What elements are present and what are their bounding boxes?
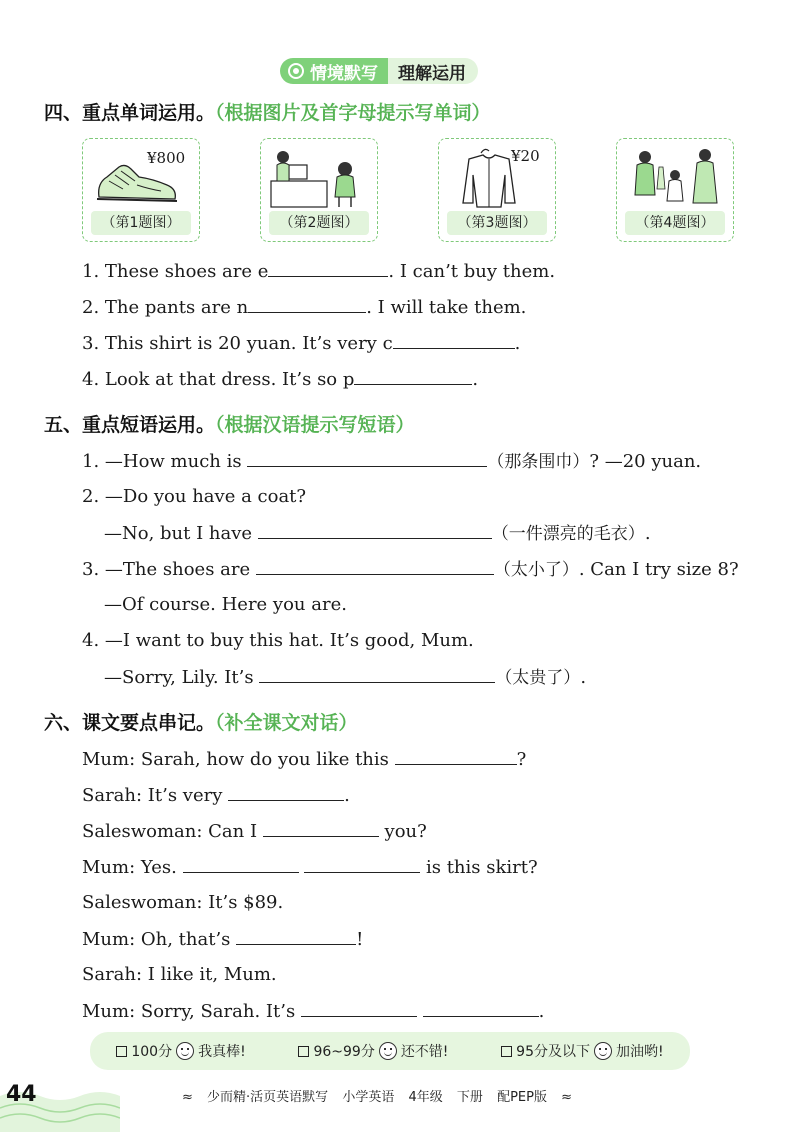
line-text: —Of course. Here you are. [104, 594, 347, 615]
checkbox[interactable] [501, 1046, 512, 1057]
line-text: Sarah: It’s very [82, 785, 229, 806]
line-text: . [644, 523, 651, 544]
answer-blank[interactable] [183, 854, 299, 873]
score-label: 96~99分 [313, 1044, 375, 1060]
line-text: —No, but I have [104, 523, 258, 544]
answer-blank[interactable] [247, 448, 487, 467]
score-comment: 我真棒! [198, 1044, 246, 1060]
answer-blank[interactable] [268, 258, 388, 277]
chinese-hint: （太贵了） [495, 668, 581, 688]
footer-edition: 配PEP版 [497, 1090, 547, 1105]
dialogue-line-3 [82, 818, 427, 844]
footer-series: 少而精·活页英语默写 [207, 1090, 329, 1105]
tag-right-text: 理解运用 [398, 63, 466, 84]
line-text: . [538, 1001, 545, 1022]
line-text: is this skirt? [420, 857, 538, 878]
section4-title: 四、重点单词运用。 [44, 102, 216, 124]
answer-blank[interactable] [304, 854, 420, 873]
line-text: Mum: Sorry, Sarah. It’s [82, 1001, 301, 1022]
line-text: you? [378, 821, 427, 842]
picture-card-4 [616, 138, 734, 242]
line-text: . [344, 785, 350, 806]
family-shopping-icon [623, 145, 727, 209]
section6-hint: （补全课文对话） [215, 712, 358, 734]
score-comment: 还不错! [400, 1044, 449, 1060]
item-text: . I can’t buy them. [388, 261, 556, 282]
item-text: . [514, 333, 521, 354]
line-text: 1. —How much is [82, 451, 248, 472]
line-text: Saleswoman: Can I [82, 821, 263, 842]
section5-line-4 [82, 556, 739, 582]
dialogue-line-2 [82, 782, 350, 808]
card3-caption: （第3题图） [447, 211, 547, 235]
footer-info [182, 1086, 582, 1105]
answer-blank[interactable] [228, 782, 344, 801]
line-text: 4. —I want to buy this hat. It’s good, Mum. [82, 630, 474, 651]
section-tag [280, 56, 478, 86]
line-text: ? —20 yuan. [589, 451, 702, 472]
dialogue-line-1 [82, 746, 526, 772]
answer-blank[interactable] [393, 330, 515, 349]
dialogue-line-8 [82, 998, 544, 1024]
section5-line-2 [82, 484, 306, 510]
dialogue-line-7 [82, 962, 277, 988]
footer-volume: 下册 [456, 1090, 483, 1105]
section4-item-1 [82, 258, 555, 284]
section5-line-1 [82, 448, 701, 474]
dialogue-line-6 [82, 926, 363, 952]
chinese-hint: （太小了） [493, 560, 579, 580]
section5-heading [44, 410, 415, 437]
section5-line-5 [104, 592, 347, 618]
picture-card-2 [260, 138, 378, 242]
tag-left-text: 情境默写 [310, 63, 378, 84]
line-text: Mum: Sarah, how do you like this [82, 749, 395, 770]
item-text: 3. This shirt is 20 yuan. It’s very c [82, 333, 393, 354]
answer-blank[interactable] [248, 294, 366, 313]
section5-line-7 [104, 664, 586, 690]
picture-card-1 [82, 138, 200, 242]
footer-subject: 小学英语 [342, 1090, 395, 1105]
dialogue-line-4 [82, 854, 538, 880]
item-text: 2. The pants are n [82, 297, 249, 318]
answer-blank[interactable] [263, 818, 379, 837]
wave-mark-icon: ≈ [182, 1090, 193, 1105]
answer-blank[interactable] [256, 556, 494, 575]
card3-price: ¥20 [511, 147, 540, 165]
smiley-face-icon [379, 1042, 397, 1060]
dialogue-line-5 [82, 890, 283, 916]
answer-blank[interactable] [236, 926, 356, 945]
section4-item-3 [82, 330, 520, 356]
line-text: ! [356, 929, 364, 950]
chinese-hint: （一件漂亮的毛衣） [491, 524, 645, 544]
score-option-1 [116, 1041, 245, 1061]
section6-heading [44, 708, 358, 735]
section4-heading [44, 98, 491, 125]
line-text: Sarah: I like it, Mum. [82, 964, 277, 985]
item-text: . [472, 369, 479, 390]
section5-title: 五、重点短语运用。 [44, 414, 216, 436]
line-text: Mum: Yes. [82, 857, 183, 878]
line-text: —Sorry, Lily. It’s [104, 667, 260, 688]
section5-line-3 [104, 520, 651, 546]
item-text: 1. These shoes are e [82, 261, 269, 282]
score-option-3 [501, 1041, 663, 1061]
line-text: ? [516, 749, 527, 770]
checkbox[interactable] [298, 1046, 309, 1057]
section5-line-6 [82, 628, 474, 654]
shop-counter-icon [267, 145, 371, 209]
section4-hint: （根据图片及首字母提示写单词） [215, 102, 491, 124]
wave-mark-icon: ≈ [561, 1090, 573, 1105]
page-number: 44 [6, 1082, 37, 1107]
section5-hint: （根据汉语提示写短语） [215, 414, 415, 436]
card4-caption: （第4题图） [625, 211, 725, 235]
target-icon [288, 63, 304, 79]
card2-caption: （第2题图） [269, 211, 369, 235]
line-text: 2. —Do you have a coat? [82, 486, 307, 507]
footer-grade: 4年级 [408, 1090, 443, 1105]
answer-blank[interactable] [259, 664, 495, 683]
answer-blank[interactable] [354, 366, 472, 385]
tag-label-left [280, 58, 388, 84]
answer-blank[interactable] [395, 746, 517, 765]
answer-blank[interactable] [423, 998, 539, 1017]
score-label: 100分 [131, 1044, 173, 1060]
card1-caption: （第1题图） [91, 211, 191, 235]
score-label: 95分及以下 [516, 1044, 590, 1060]
line-text: . Can I try size 8? [578, 559, 739, 580]
item-text: . I will take them. [366, 297, 527, 318]
self-assessment-bar [90, 1032, 690, 1070]
answer-blank[interactable] [301, 998, 417, 1017]
section4-item-2 [82, 294, 526, 320]
chinese-hint: （那条围巾） [487, 452, 590, 472]
line-text: Saleswoman: It’s $89. [82, 892, 284, 913]
smiley-face-icon [176, 1042, 194, 1060]
picture-card-3 [438, 138, 556, 242]
card1-price: ¥800 [147, 149, 186, 167]
smiley-face-icon [594, 1042, 612, 1060]
line-text: Mum: Oh, that’s [82, 929, 237, 950]
section6-title: 六、课文要点串记。 [44, 712, 216, 734]
section4-item-4 [82, 366, 478, 392]
score-comment: 加油哟! [616, 1044, 664, 1060]
line-text: . [580, 667, 587, 688]
score-option-2 [298, 1041, 448, 1061]
tag-label-right [388, 58, 478, 84]
item-text: 4. Look at that dress. It’s so p [82, 369, 355, 390]
line-text: 3. —The shoes are [82, 559, 256, 580]
answer-blank[interactable] [258, 520, 492, 539]
checkbox[interactable] [116, 1046, 127, 1057]
